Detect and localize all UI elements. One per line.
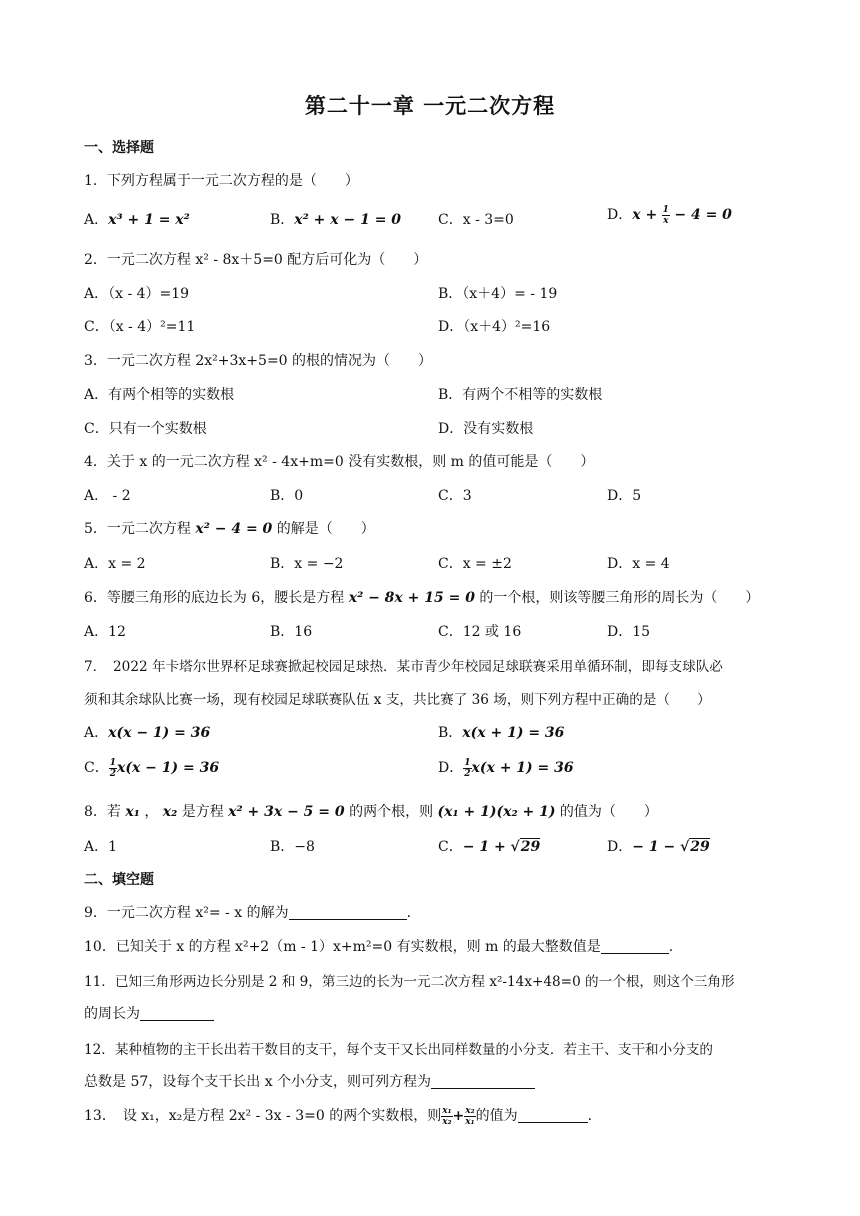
q3-option-c: C．只有一个实数根: [84, 421, 207, 437]
q13-fraction-2: $\frac{\text{x₂}}{\text{x₁}}$: [465, 1105, 475, 1127]
q13-fraction-1: $\frac{\text{x₁}}{\text{x₂}}$: [442, 1105, 452, 1127]
question-11-line-2: 的周长为: [84, 1003, 214, 1023]
q5-option-a: A．x = 2: [84, 556, 146, 572]
q3-option-d: D．没有实数根: [438, 421, 534, 437]
question-5-stem: 5．一元二次方程 x² − 4 = 0 的解是（ ）: [84, 521, 375, 537]
section-heading-choice: 一、选择题: [84, 140, 154, 156]
q11-answer-blank[interactable]: [140, 1006, 214, 1021]
question-12-line-2: 总数是 57，设每个支干长出 x 个小分支，则可列方程为: [84, 1071, 535, 1091]
q6-option-d: D．15: [607, 624, 651, 640]
question-4-stem: 4．关于 x 的一元二次方程 x² - 4x+m=0 没有实数根，则 m 的值可能是（ ）: [84, 454, 595, 470]
question-7-line-1: 7． 2022 年卡塔尔世界杯足球赛掀起校园足球热．某市青少年校园足球联赛采用单循环制，即每支球队必: [84, 659, 723, 675]
question-10: 10．已知关于 x 的方程 x²+2（m - 1）x+m²=0 有实数根，则 m 的最大整数值是 .: [84, 939, 674, 955]
q1-option-a: A．x³ + 1 = x²: [84, 212, 190, 228]
question-11-line-1: 11．已知三角形两边长分别是 2 和 9，第三边的长为一元二次方程 x²-14x+48=0 的一个根，则这个三角形: [84, 974, 735, 990]
question-2-stem: 2．一元二次方程 x² - 8x＋5=0 配方后可化为（ ）: [84, 252, 428, 268]
q4-option-a: A． - 2: [84, 488, 131, 504]
q5-option-d: D．x = 4: [607, 556, 670, 572]
q13-answer-blank[interactable]: [518, 1108, 588, 1123]
q2-option-c: C．（x - 4）²=11: [84, 319, 196, 335]
q9-answer-blank[interactable]: [289, 905, 407, 920]
q1-option-d: D．x + $\frac{1}{x}$ − 4 = 0: [607, 204, 732, 226]
q4-option-d: D．5: [607, 488, 642, 504]
question-1-stem: 1．下列方程属于一元二次方程的是（ ）: [84, 173, 359, 189]
q3-option-a: A．有两个相等的实数根: [84, 387, 235, 403]
page-title: 第二十一章 一元二次方程: [304, 94, 556, 118]
q2-option-b: B．（x＋4）= - 19: [438, 286, 558, 302]
q3-option-b: B．有两个不相等的实数根: [438, 387, 603, 403]
q7-option-b: B．x(x + 1) = 36: [438, 725, 565, 741]
q5-option-b: B．x = −2: [270, 556, 344, 572]
q4-option-c: C．3: [438, 488, 472, 504]
question-3-stem: 3．一元二次方程 2x²+3x+5=0 的根的情况为（ ）: [84, 353, 433, 369]
q7-d-fraction: $\frac{1}{2}$: [464, 757, 471, 779]
q8-option-c: C．− 1 + √29: [438, 839, 541, 855]
q10-answer-blank[interactable]: [601, 939, 669, 954]
q8-d-radicand: 29: [690, 839, 710, 855]
q7-option-c: C． $\frac{1}{2}$ x(x − 1) = 36: [84, 757, 220, 779]
q2-option-a: A．（x - 4）=19: [84, 286, 190, 302]
q8-option-b: B．−8: [270, 839, 315, 855]
q6-option-c: C．12 或 16: [438, 624, 522, 640]
q2-option-d: D．（x＋4）²=16: [438, 319, 551, 335]
section-heading-fill: 二、填空题: [84, 872, 154, 888]
q8-option-d: D．− 1 − √29: [607, 839, 710, 855]
q6-option-a: A．12: [84, 624, 126, 640]
q12-answer-blank[interactable]: [431, 1074, 535, 1089]
question-12-line-1: 12．某种植物的主干长出若干数目的支干，每个支干又长出同样数量的小分支．若主干、支干和小分支的: [84, 1042, 714, 1058]
question-8-stem: 8．若 x₁ ， x₂ 是方程 x² + 3x − 5 = 0 的两个根，则 (x₁ + 1)(x₂ + 1) 的值为（ ）: [84, 804, 658, 820]
q7-option-a: A．x(x − 1) = 36: [84, 725, 211, 741]
q7-c-fraction: $\frac{1}{2}$: [109, 757, 116, 779]
q1-option-c: C．x - 3=0: [438, 212, 514, 228]
q5-option-c: C．x = ±2: [438, 556, 512, 572]
question-6-stem: 6．等腰三角形的底边长为 6，腰长是方程 x² − 8x + 15 = 0 的一个根，则该等腰三角形的周长为（ ）: [84, 590, 760, 606]
question-7-line-2: 须和其余球队比赛一场，现有校园足球联赛队伍 x 支，共比赛了 36 场，则下列方程中正确的是（ ）: [84, 692, 711, 708]
question-13: 13． 设 x₁，x₂是方程 2x² - 3x - 3=0 的两个实数根，则 $\frac{\text{x₁}}{\text{x₂}}$ + $\frac{\text{x₂}}{\text{x₁}}$ 的值为 .: [84, 1105, 593, 1127]
q6-option-b: B．16: [270, 624, 313, 640]
q8-option-a: A．1: [84, 839, 118, 855]
q4-option-b: B．0: [270, 488, 304, 504]
q1-option-b: B．x² + x − 1 = 0: [270, 212, 402, 228]
q7-option-d: D． $\frac{1}{2}$ x(x + 1) = 36: [438, 757, 574, 779]
q8-c-radicand: 29: [520, 839, 541, 855]
q1-d-fraction: $\frac{1}{x}$: [662, 204, 669, 226]
question-9: 9．一元二次方程 x²= - x 的解为 .: [84, 905, 412, 921]
